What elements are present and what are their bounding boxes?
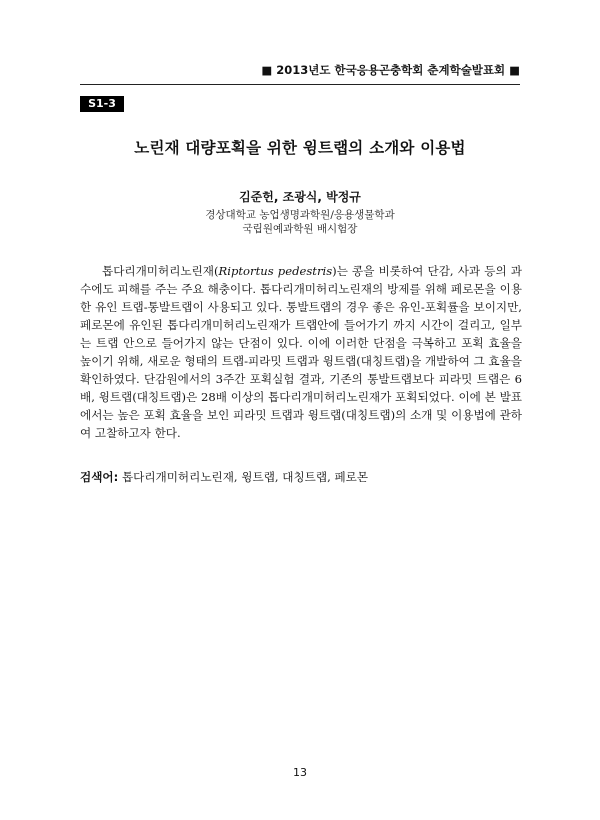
abstract-text-start: 톱다리개미허리노린재( (102, 264, 219, 278)
keywords-text: 톱다리개미허리노린재, 윙트랩, 대칭트랩, 페로몬 (121, 470, 369, 484)
keywords-line (80, 469, 520, 485)
abstract-paragraph (80, 262, 522, 442)
session-code-badge: S1-3 (80, 96, 124, 112)
keywords-label: 검색어: (80, 470, 119, 484)
header-rule (80, 84, 520, 85)
page-number: 13 (293, 766, 307, 779)
abstract-text-rest: )는 콩을 비롯하여 단감, 사과 등의 과수에도 피해를 주는 주요 해충이다. 톱다리개미허리노린재의 방제를 위해 페로몬을 이용한 유인 트랩-통발트랩이 사용되고 있다. 통발트랩의 경우 좋은 유인-포획률을 보이지만, 페로몬에 유인된 톱다리개미허리노린재가 트랩안에 들어가기 까지 시간이 걸리고, 일부는 트랩 안으로 들어가지 않는 단점이 있다. 이에 이러한 단점을 극복하고 포획 효율을 높이기 위해, 새로운 형태의 트랩-피라밋 트랩과 윙트랩(대칭트랩)을 개발하여 그 효율을 확인하였다. 단감원에서의 3주간 포획실험 결과, 기존의 통발트랩보다 피라밋 트랩은 6배, 윙트랩(대칭트랩)은 28배 이상의 톱다리개미허리노린재가 포획되었다. 이에 본 발표에서는 높은 포획 효율을 보인 피라밋 트랩과 윙트랩(대칭트랩)의 소개 및 이용법에 관하여 고찰하고자 한다. (80, 264, 522, 440)
affiliation-1: 경상대학교 농업생명과학원/응용생물학과 (205, 209, 395, 221)
affiliation-2: 국립원예과학원 배시험장 (242, 223, 358, 235)
species-name: Riptortus pedestris (218, 264, 333, 278)
conference-header: ■ 2013년도 한국응용곤충학회 춘계학술발표회 ■ (261, 63, 520, 77)
author-list: 김준헌, 조광식, 박정규 (239, 190, 361, 204)
paper-title: 노린재 대량포획을 위한 윙트랩의 소개와 이용법 (134, 139, 466, 157)
